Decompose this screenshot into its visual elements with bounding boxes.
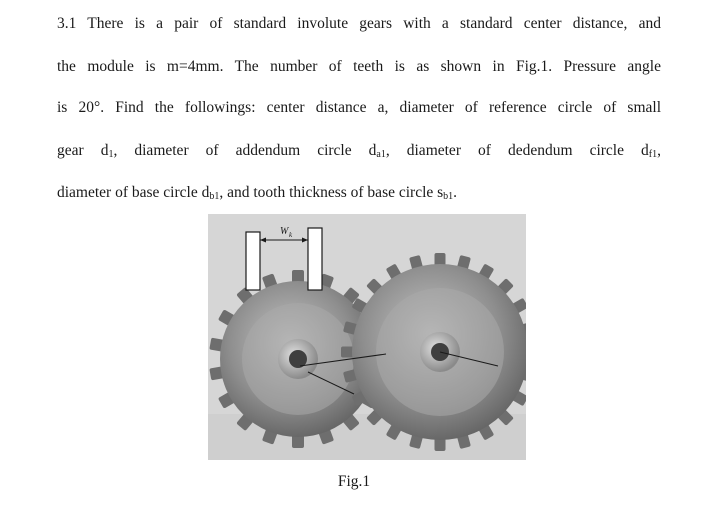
text-tooth-thickness: , and tooth thickness of base circle s [219, 184, 444, 201]
problem-line-2: the module is m=4mm. The number of teeth is as shown in Fig.1. Pressure angle [57, 58, 661, 75]
wk-label: W [280, 226, 289, 237]
figure-caption: Fig.1 [337, 473, 371, 490]
subscript-1: 1 [108, 149, 114, 160]
subscript-b1-second: b1 [443, 191, 454, 202]
subscript-b1: b1 [209, 191, 220, 202]
text-period: . [453, 184, 458, 201]
text-base-circle: diameter of base circle d [57, 184, 210, 201]
subscript-f1: f1 [648, 149, 658, 160]
problem-line-3: is 20°. Find the followings: center distance a, diameter of reference circle of small [57, 99, 661, 116]
caliper-left-jaw [246, 232, 260, 290]
subscript-a1: a1 [376, 149, 386, 160]
problem-line-5 [57, 184, 457, 206]
text-gear-d: gear d [57, 142, 109, 159]
gear-photo-illustration [208, 214, 526, 460]
problem-line-1: 3.1 There is a pair of standard involute gears with a standard center distance, and [57, 15, 661, 32]
caliper-right-jaw [308, 228, 322, 290]
text-addendum: , diameter of addendum circle d [113, 142, 377, 159]
problem-line-4 [57, 142, 661, 164]
text-dedendum: , diameter of dedendum circle d [385, 142, 649, 159]
wk-label-subscript: k [289, 231, 293, 239]
gear-figure [208, 214, 526, 460]
text-comma: , [657, 142, 661, 159]
